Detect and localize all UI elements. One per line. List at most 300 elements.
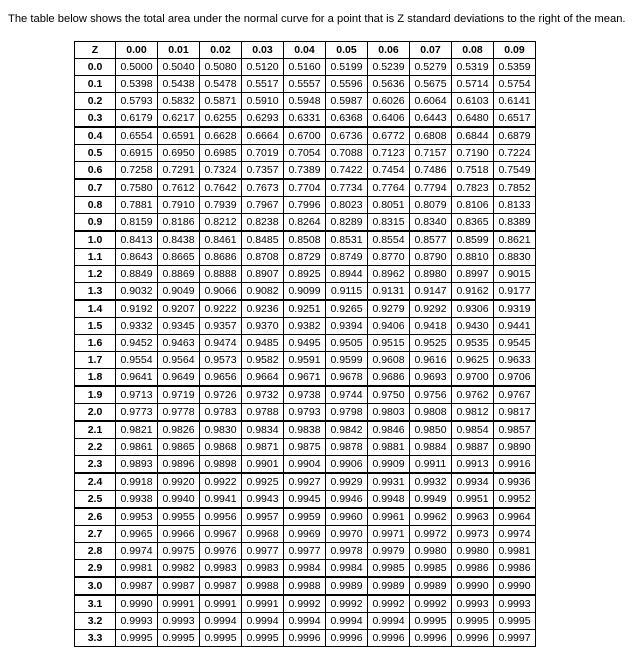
area-value-cell: 0.5279 [410,59,452,76]
area-value-cell: 0.7881 [116,197,158,214]
area-value-cell: 0.9931 [368,473,410,491]
area-value-cell: 0.9893 [116,456,158,474]
area-value-cell: 0.9162 [452,283,494,301]
z-value-cell: 1.4 [75,300,116,318]
table-row [75,491,536,509]
area-value-cell: 0.8577 [410,231,452,249]
area-value-cell: 0.9989 [326,577,368,595]
area-value-cell: 0.9993 [494,595,536,613]
area-value-cell: 0.6915 [116,145,158,162]
area-value-cell: 0.6554 [116,127,158,145]
area-value-cell: 0.6331 [284,110,326,128]
area-value-cell: 0.9922 [200,473,242,491]
area-value-cell: 0.8461 [200,231,242,249]
table-row [75,386,536,404]
column-header: 0.05 [326,42,368,59]
area-value-cell: 0.9821 [116,421,158,439]
table-row [75,404,536,422]
area-value-cell: 0.9992 [410,595,452,613]
area-value-cell: 0.9940 [158,491,200,509]
z-value-cell: 1.8 [75,369,116,387]
area-value-cell: 0.7734 [326,179,368,197]
table-row [75,613,536,630]
area-value-cell: 0.5557 [284,76,326,93]
area-value-cell: 0.9207 [158,300,200,318]
area-value-cell: 0.9995 [200,630,242,647]
area-value-cell: 0.5636 [368,76,410,93]
area-value-cell: 0.9525 [410,335,452,352]
area-value-cell: 0.9222 [200,300,242,318]
table-row [75,439,536,456]
area-value-cell: 0.9750 [368,386,410,404]
z-value-cell: 0.2 [75,93,116,110]
area-value-cell: 0.8438 [158,231,200,249]
area-value-cell: 0.6064 [410,93,452,110]
area-value-cell: 0.9719 [158,386,200,404]
column-header: 0.03 [242,42,284,59]
area-value-cell: 0.9865 [158,439,200,456]
area-value-cell: 0.9962 [410,508,452,526]
area-value-cell: 0.7642 [200,179,242,197]
area-value-cell: 0.9951 [452,491,494,509]
column-header: 0.06 [368,42,410,59]
area-value-cell: 0.9798 [326,404,368,422]
z-value-cell: 0.9 [75,214,116,232]
area-value-cell: 0.9495 [284,335,326,352]
area-value-cell: 0.6026 [368,93,410,110]
area-value-cell: 0.9946 [326,491,368,509]
area-value-cell: 0.8485 [242,231,284,249]
area-value-cell: 0.6480 [452,110,494,128]
area-value-cell: 0.6443 [410,110,452,128]
area-value-cell: 0.9767 [494,386,536,404]
area-value-cell: 0.6628 [200,127,242,145]
table-row [75,197,536,214]
area-value-cell: 0.9573 [200,352,242,369]
area-value-cell: 0.9842 [326,421,368,439]
area-value-cell: 0.9982 [158,560,200,578]
area-value-cell: 0.5438 [158,76,200,93]
column-header: 0.00 [116,42,158,59]
area-value-cell: 0.7157 [410,145,452,162]
area-value-cell: 0.6700 [284,127,326,145]
area-value-cell: 0.8508 [284,231,326,249]
area-value-cell: 0.8106 [452,197,494,214]
table-row [75,318,536,335]
area-value-cell: 0.9995 [242,630,284,647]
area-value-cell: 0.5596 [326,76,368,93]
area-value-cell: 0.9756 [410,386,452,404]
z-value-cell: 3.1 [75,595,116,613]
column-header: 0.01 [158,42,200,59]
area-value-cell: 0.9989 [368,577,410,595]
area-value-cell: 0.9988 [242,577,284,595]
area-value-cell: 0.9989 [410,577,452,595]
area-value-cell: 0.7054 [284,145,326,162]
area-value-cell: 0.9854 [452,421,494,439]
area-value-cell: 0.9177 [494,283,536,301]
area-value-cell: 0.9977 [242,543,284,560]
area-value-cell: 0.8413 [116,231,158,249]
area-value-cell: 0.9881 [368,439,410,456]
area-value-cell: 0.9599 [326,352,368,369]
area-value-cell: 0.7764 [368,179,410,197]
area-value-cell: 0.9838 [284,421,326,439]
table-row [75,508,536,526]
area-value-cell: 0.5948 [284,93,326,110]
table-row [75,300,536,318]
area-value-cell: 0.9871 [242,439,284,456]
column-header: 0.02 [200,42,242,59]
area-value-cell: 0.9920 [158,473,200,491]
area-value-cell: 0.9913 [452,456,494,474]
table-row [75,266,536,283]
area-value-cell: 0.9995 [158,630,200,647]
z-value-cell: 3.3 [75,630,116,647]
area-value-cell: 0.6808 [410,127,452,145]
area-value-cell: 0.9773 [116,404,158,422]
area-value-cell: 0.7996 [284,197,326,214]
area-value-cell: 0.5000 [116,59,158,76]
area-value-cell: 0.9985 [368,560,410,578]
z-value-cell: 2.3 [75,456,116,474]
area-value-cell: 0.6406 [368,110,410,128]
area-value-cell: 0.9236 [242,300,284,318]
area-value-cell: 0.9986 [452,560,494,578]
area-value-cell: 0.9953 [116,508,158,526]
area-value-cell: 0.9916 [494,456,536,474]
table-row [75,352,536,369]
area-value-cell: 0.8925 [284,266,326,283]
z-value-cell: 2.2 [75,439,116,456]
area-value-cell: 0.7823 [452,179,494,197]
table-row [75,127,536,145]
z-table [74,41,536,647]
area-value-cell: 0.7704 [284,179,326,197]
area-value-cell: 0.9641 [116,369,158,387]
area-value-cell: 0.9952 [494,491,536,509]
area-value-cell: 0.6141 [494,93,536,110]
z-value-cell: 1.5 [75,318,116,335]
area-value-cell: 0.7967 [242,197,284,214]
area-value-cell: 0.9995 [116,630,158,647]
area-value-cell: 0.6879 [494,127,536,145]
area-value-cell: 0.9996 [326,630,368,647]
area-value-cell: 0.8849 [116,266,158,283]
area-value-cell: 0.9929 [326,473,368,491]
area-value-cell: 0.9911 [410,456,452,474]
area-value-cell: 0.8944 [326,266,368,283]
area-value-cell: 0.9463 [158,335,200,352]
area-value-cell: 0.8264 [284,214,326,232]
area-value-cell: 0.9846 [368,421,410,439]
area-value-cell: 0.9901 [242,456,284,474]
z-value-cell: 0.8 [75,197,116,214]
area-value-cell: 0.8729 [284,249,326,266]
table-row [75,560,536,578]
area-value-cell: 0.8051 [368,197,410,214]
area-value-cell: 0.9878 [326,439,368,456]
area-value-cell: 0.9978 [326,543,368,560]
area-value-cell: 0.9906 [326,456,368,474]
area-value-cell: 0.8749 [326,249,368,266]
area-value-cell: 0.7019 [242,145,284,162]
area-value-cell: 0.8554 [368,231,410,249]
area-value-cell: 0.7518 [452,162,494,180]
area-value-cell: 0.9394 [326,318,368,335]
area-value-cell: 0.5871 [200,93,242,110]
area-value-cell: 0.9963 [452,508,494,526]
area-value-cell: 0.8962 [368,266,410,283]
area-value-cell: 0.8790 [410,249,452,266]
area-value-cell: 0.6950 [158,145,200,162]
area-value-cell: 0.7291 [158,162,200,180]
area-value-cell: 0.9993 [452,595,494,613]
z-value-cell: 1.0 [75,231,116,249]
area-value-cell: 0.7357 [242,162,284,180]
area-value-cell: 0.9887 [452,439,494,456]
area-value-cell: 0.5040 [158,59,200,76]
area-value-cell: 0.7454 [368,162,410,180]
area-value-cell: 0.9984 [326,560,368,578]
area-value-cell: 0.9319 [494,300,536,318]
column-header: 0.04 [284,42,326,59]
area-value-cell: 0.8830 [494,249,536,266]
z-value-cell: 2.8 [75,543,116,560]
area-value-cell: 0.5120 [242,59,284,76]
area-value-cell: 0.5675 [410,76,452,93]
area-value-cell: 0.7258 [116,162,158,180]
area-value-cell: 0.7422 [326,162,368,180]
area-value-cell: 0.9967 [200,526,242,543]
table-row [75,214,536,232]
area-value-cell: 0.8980 [410,266,452,283]
area-value-cell: 0.9713 [116,386,158,404]
area-value-cell: 0.9990 [452,577,494,595]
column-header: 0.07 [410,42,452,59]
area-value-cell: 0.6844 [452,127,494,145]
area-value-cell: 0.9959 [284,508,326,526]
area-value-cell: 0.9995 [410,613,452,630]
area-value-cell: 0.9981 [494,543,536,560]
area-value-cell: 0.9656 [200,369,242,387]
area-value-cell: 0.9994 [200,613,242,630]
area-value-cell: 0.9778 [158,404,200,422]
area-value-cell: 0.9938 [116,491,158,509]
area-value-cell: 0.9968 [242,526,284,543]
z-value-cell: 0.0 [75,59,116,76]
area-value-cell: 0.9960 [326,508,368,526]
area-value-cell: 0.9985 [410,560,452,578]
area-value-cell: 0.9251 [284,300,326,318]
area-value-cell: 0.5793 [116,93,158,110]
area-value-cell: 0.9535 [452,335,494,352]
area-value-cell: 0.9964 [494,508,536,526]
area-value-cell: 0.9515 [368,335,410,352]
area-value-cell: 0.9147 [410,283,452,301]
area-value-cell: 0.9706 [494,369,536,387]
z-value-cell: 0.7 [75,179,116,197]
area-value-cell: 0.9992 [284,595,326,613]
area-value-cell: 0.9744 [326,386,368,404]
area-value-cell: 0.6293 [242,110,284,128]
area-value-cell: 0.9633 [494,352,536,369]
area-value-cell: 0.8643 [116,249,158,266]
area-value-cell: 0.9625 [452,352,494,369]
area-value-cell: 0.9975 [158,543,200,560]
area-value-cell: 0.7088 [326,145,368,162]
z-value-cell: 1.6 [75,335,116,352]
area-value-cell: 0.9582 [242,352,284,369]
table-row [75,179,536,197]
area-value-cell: 0.9943 [242,491,284,509]
area-value-cell: 0.6217 [158,110,200,128]
area-value-cell: 0.9988 [284,577,326,595]
area-value-cell: 0.9904 [284,456,326,474]
column-header: 0.08 [452,42,494,59]
area-value-cell: 0.6517 [494,110,536,128]
area-value-cell: 0.9987 [116,577,158,595]
table-row [75,543,536,560]
z-value-cell: 1.9 [75,386,116,404]
area-value-cell: 0.9974 [494,526,536,543]
area-value-cell: 0.6103 [452,93,494,110]
area-value-cell: 0.9993 [116,613,158,630]
area-value-cell: 0.9948 [368,491,410,509]
area-value-cell: 0.8340 [410,214,452,232]
area-value-cell: 0.9875 [284,439,326,456]
table-row [75,421,536,439]
area-value-cell: 0.7910 [158,197,200,214]
area-value-cell: 0.7123 [368,145,410,162]
area-value-cell: 0.8212 [200,214,242,232]
table-row [75,145,536,162]
area-value-cell: 0.6985 [200,145,242,162]
area-value-cell: 0.9485 [242,335,284,352]
area-value-cell: 0.7549 [494,162,536,180]
area-value-cell: 0.9015 [494,266,536,283]
table-row [75,456,536,474]
area-value-cell: 0.9292 [410,300,452,318]
area-value-cell: 0.5160 [284,59,326,76]
area-value-cell: 0.9812 [452,404,494,422]
area-value-cell: 0.9980 [452,543,494,560]
area-value-cell: 0.9693 [410,369,452,387]
area-value-cell: 0.5359 [494,59,536,76]
area-value-cell: 0.6179 [116,110,158,128]
table-row [75,93,536,110]
area-value-cell: 0.9934 [452,473,494,491]
area-value-cell: 0.9332 [116,318,158,335]
area-value-cell: 0.9970 [326,526,368,543]
area-value-cell: 0.9430 [452,318,494,335]
area-value-cell: 0.9857 [494,421,536,439]
area-value-cell: 0.8023 [326,197,368,214]
table-row [75,526,536,543]
area-value-cell: 0.9994 [242,613,284,630]
area-value-cell: 0.9131 [368,283,410,301]
area-value-cell: 0.9936 [494,473,536,491]
area-value-cell: 0.9861 [116,439,158,456]
area-value-cell: 0.9554 [116,352,158,369]
area-value-cell: 0.8365 [452,214,494,232]
area-value-cell: 0.8810 [452,249,494,266]
area-value-cell: 0.9783 [200,404,242,422]
area-value-cell: 0.7612 [158,179,200,197]
area-value-cell: 0.9991 [200,595,242,613]
area-value-cell: 0.9969 [284,526,326,543]
area-value-cell: 0.5754 [494,76,536,93]
area-value-cell: 0.9545 [494,335,536,352]
area-value-cell: 0.8289 [326,214,368,232]
area-value-cell: 0.9991 [242,595,284,613]
area-value-cell: 0.8079 [410,197,452,214]
table-row [75,283,536,301]
table-row [75,162,536,180]
area-value-cell: 0.9994 [326,613,368,630]
area-value-cell: 0.9996 [452,630,494,647]
area-value-cell: 0.9994 [284,613,326,630]
area-value-cell: 0.9993 [158,613,200,630]
area-value-cell: 0.9732 [242,386,284,404]
area-value-cell: 0.9649 [158,369,200,387]
area-value-cell: 0.7794 [410,179,452,197]
area-value-cell: 0.9977 [284,543,326,560]
area-value-cell: 0.8186 [158,214,200,232]
z-value-cell: 2.9 [75,560,116,578]
area-value-cell: 0.7852 [494,179,536,197]
area-value-cell: 0.9616 [410,352,452,369]
area-value-cell: 0.9994 [368,613,410,630]
column-header: 0.09 [494,42,536,59]
area-value-cell: 0.9608 [368,352,410,369]
area-value-cell: 0.7389 [284,162,326,180]
table-row [75,335,536,352]
area-value-cell: 0.9082 [242,283,284,301]
area-value-cell: 0.5987 [326,93,368,110]
area-value-cell: 0.6736 [326,127,368,145]
area-value-cell: 0.9996 [368,630,410,647]
area-value-cell: 0.9868 [200,439,242,456]
area-value-cell: 0.9995 [452,613,494,630]
area-value-cell: 0.9808 [410,404,452,422]
area-value-cell: 0.8997 [452,266,494,283]
area-value-cell: 0.5398 [116,76,158,93]
area-value-cell: 0.8531 [326,231,368,249]
area-value-cell: 0.9981 [116,560,158,578]
z-value-cell: 3.0 [75,577,116,595]
area-value-cell: 0.9803 [368,404,410,422]
area-value-cell: 0.7673 [242,179,284,197]
area-value-cell: 0.9987 [158,577,200,595]
area-value-cell: 0.8389 [494,214,536,232]
area-value-cell: 0.9996 [410,630,452,647]
z-value-cell: 1.1 [75,249,116,266]
area-value-cell: 0.8708 [242,249,284,266]
area-value-cell: 0.9345 [158,318,200,335]
area-value-cell: 0.8869 [158,266,200,283]
area-value-cell: 0.5714 [452,76,494,93]
area-value-cell: 0.9406 [368,318,410,335]
area-value-cell: 0.9192 [116,300,158,318]
area-value-cell: 0.9591 [284,352,326,369]
area-value-cell: 0.5199 [326,59,368,76]
z-value-cell: 0.6 [75,162,116,180]
area-value-cell: 0.9979 [368,543,410,560]
area-value-cell: 0.9965 [116,526,158,543]
area-value-cell: 0.9992 [326,595,368,613]
table-row [75,577,536,595]
